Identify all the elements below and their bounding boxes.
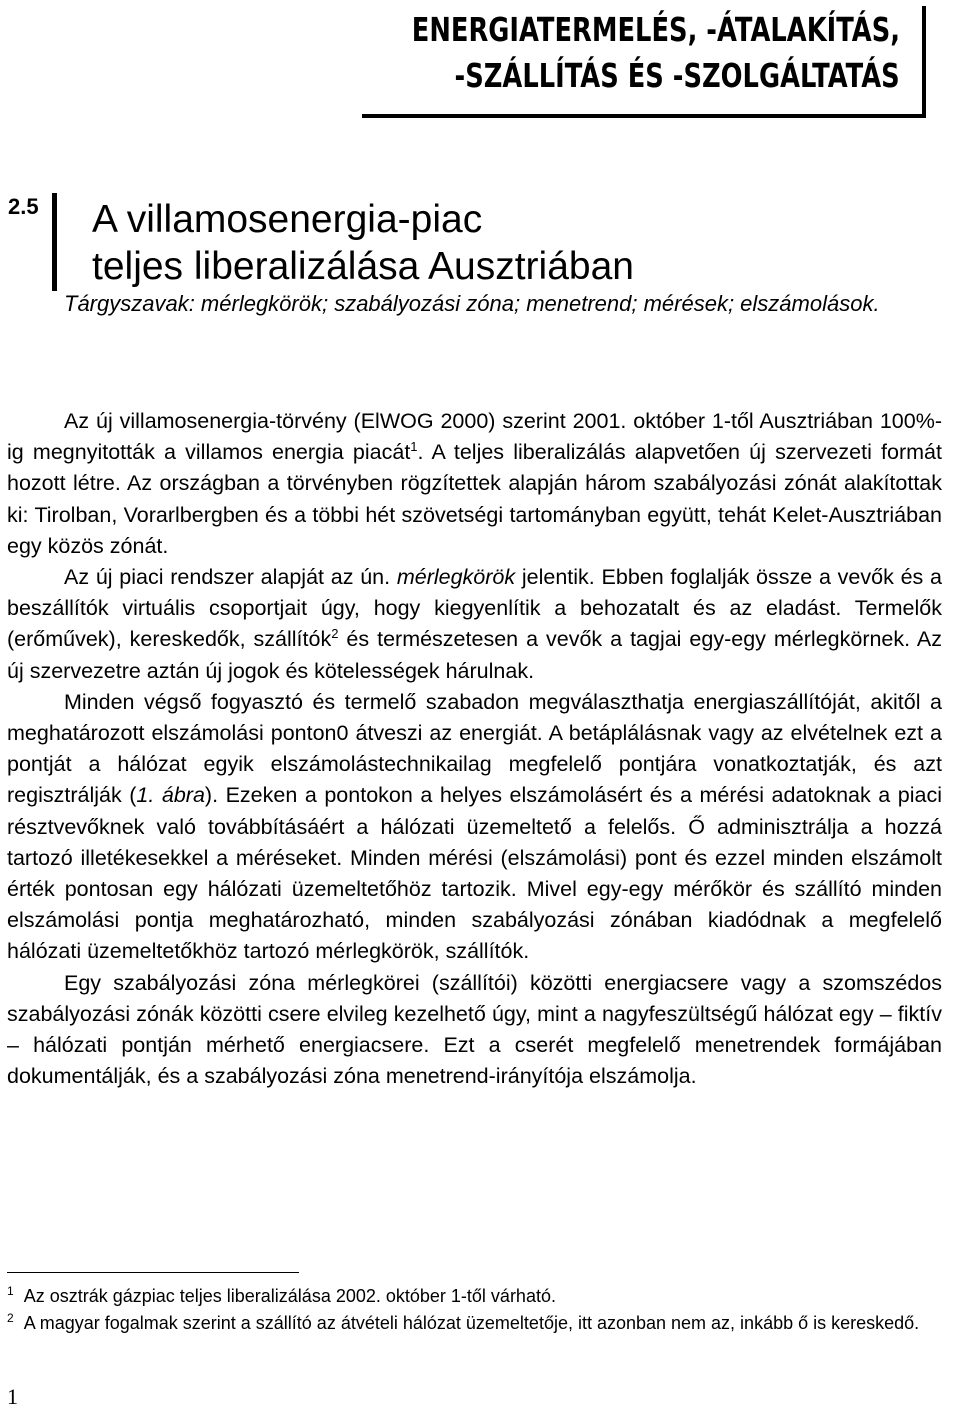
header-line-2: -SZÁLLÍTÁS ÉS -SZOLGÁLTATÁS <box>454 56 900 95</box>
footnotes <box>7 1283 940 1337</box>
page-number: 1 <box>7 1384 18 1409</box>
footnote-1: $^1$ Az osztrák gázpiac teljes liberalizálása 2002. október 1-től várható. <box>7 1284 556 1306</box>
keywords: Tárgyszavak: mérlegkörök; szabályozási zóna; menetrend; mérések; elszámolások. <box>64 291 880 316</box>
section-title-line-2: teljes liberalizálása Ausztriában <box>92 245 634 288</box>
header-line-1: ENERGIATERMELÉS, -ÁTALAKÍTÁS, <box>411 10 900 49</box>
section-title-line-1: A villamosenergia-piac <box>92 198 483 241</box>
footnote-ref-2: 2 <box>331 626 339 642</box>
paragraph-3: Minden végső fogyasztó és termelő szabadon megválaszthatja energiaszállítóját, akitől a meghatározott elszámolási ponton0 átveszi az energiát. A betáplálásnak vagy az elvételnek ezt a pontját a hálózat egyik elszámolástechnikailag megfelelő pontjára vonatkoztatják, és azt regisztrálják (1. ábra). Ezeken a pontokon a helyes elszámolásért és a mérési adatoknak a piaci résztvevőknek való továbbításáért a hálózati üzemeltető a felelős. Ő adminisztrálja a hozzá tartozó illetékesekkel a méréseket. Minden mérési (elszámolási) pont és ezzel minden elszámolt érték pontosan egy hálózati üzemeltetőhöz tartozik. Mivel egy-egy mérőkör és szállító minden elszámolási pontja meghatározható, minden szabályozási zónában kiadódnak a megfelelő hálózati üzemeltetőkhöz tartozó mérlegkörök, szállítók. <box>7 689 942 964</box>
term-merlegkorok: mérlegkörök <box>396 565 516 590</box>
footnote-2: $^2$ A magyar fogalmak szerint a szállító az átvételi hálózat üzemeltetője, itt azonban nem az, inkább ő is kereskedő. <box>7 1311 920 1333</box>
section-number: 2.5 <box>8 194 39 219</box>
figure-reference: 1. ábra <box>136 783 205 808</box>
paragraph-1: Az új villamosenergia-törvény (ElWOG 2000) szerint 2001. október 1-től Ausztriában 100%-ig megnyitották a villamos energia piacát$^1$. A teljes liberalizálás alapvetően új szervezeti formát hozott létre. Az országban a törvényben rögzítettek alapján három szabályozási zónát alakítottak ki: Tirolban, Vorarlbergben és a többi hét szövetségi tartományban együtt, tehát Kelet-Ausztriában egy közös zónát. <box>7 409 942 558</box>
paragraph-4: Egy szabályozási zóna mérlegkörei (szállítói) közötti energiacsere vagy a szomszédos szabályozási zónák közötti csere elvileg kezelhető úgy, mint a nagyfeszültségű hálózat egy – fiktív – hálózati pontján mérhető energiacsere. Ezt a cserét megfelelő menetrendek formájában dokumentálják, és a szabályozási zóna menetrend-irányítója elszámolja. <box>7 970 942 1089</box>
running-header <box>362 6 926 118</box>
section-title <box>92 196 634 290</box>
footnote-ref-1: 1 <box>410 439 418 455</box>
section-divider-bar <box>52 193 57 291</box>
footnote-separator <box>7 1272 299 1273</box>
body-text <box>7 406 942 1092</box>
paragraph-2: Az új piaci rendszer alapját az ún. mérlegkörök jelentik. Ebben foglalják össze a vevők és a beszállítók virtuális csoportjait úgy, hogy kiegyenlítik a behozatalt és az eladást. Termelők (erőművek), kereskedők, szállítók$^2$ és természetesen a vevők a tagjai egy-egy mérlegkörnek. Az új szervezetre aztán új jogok és kötelességek hárulnak. <box>7 565 942 683</box>
